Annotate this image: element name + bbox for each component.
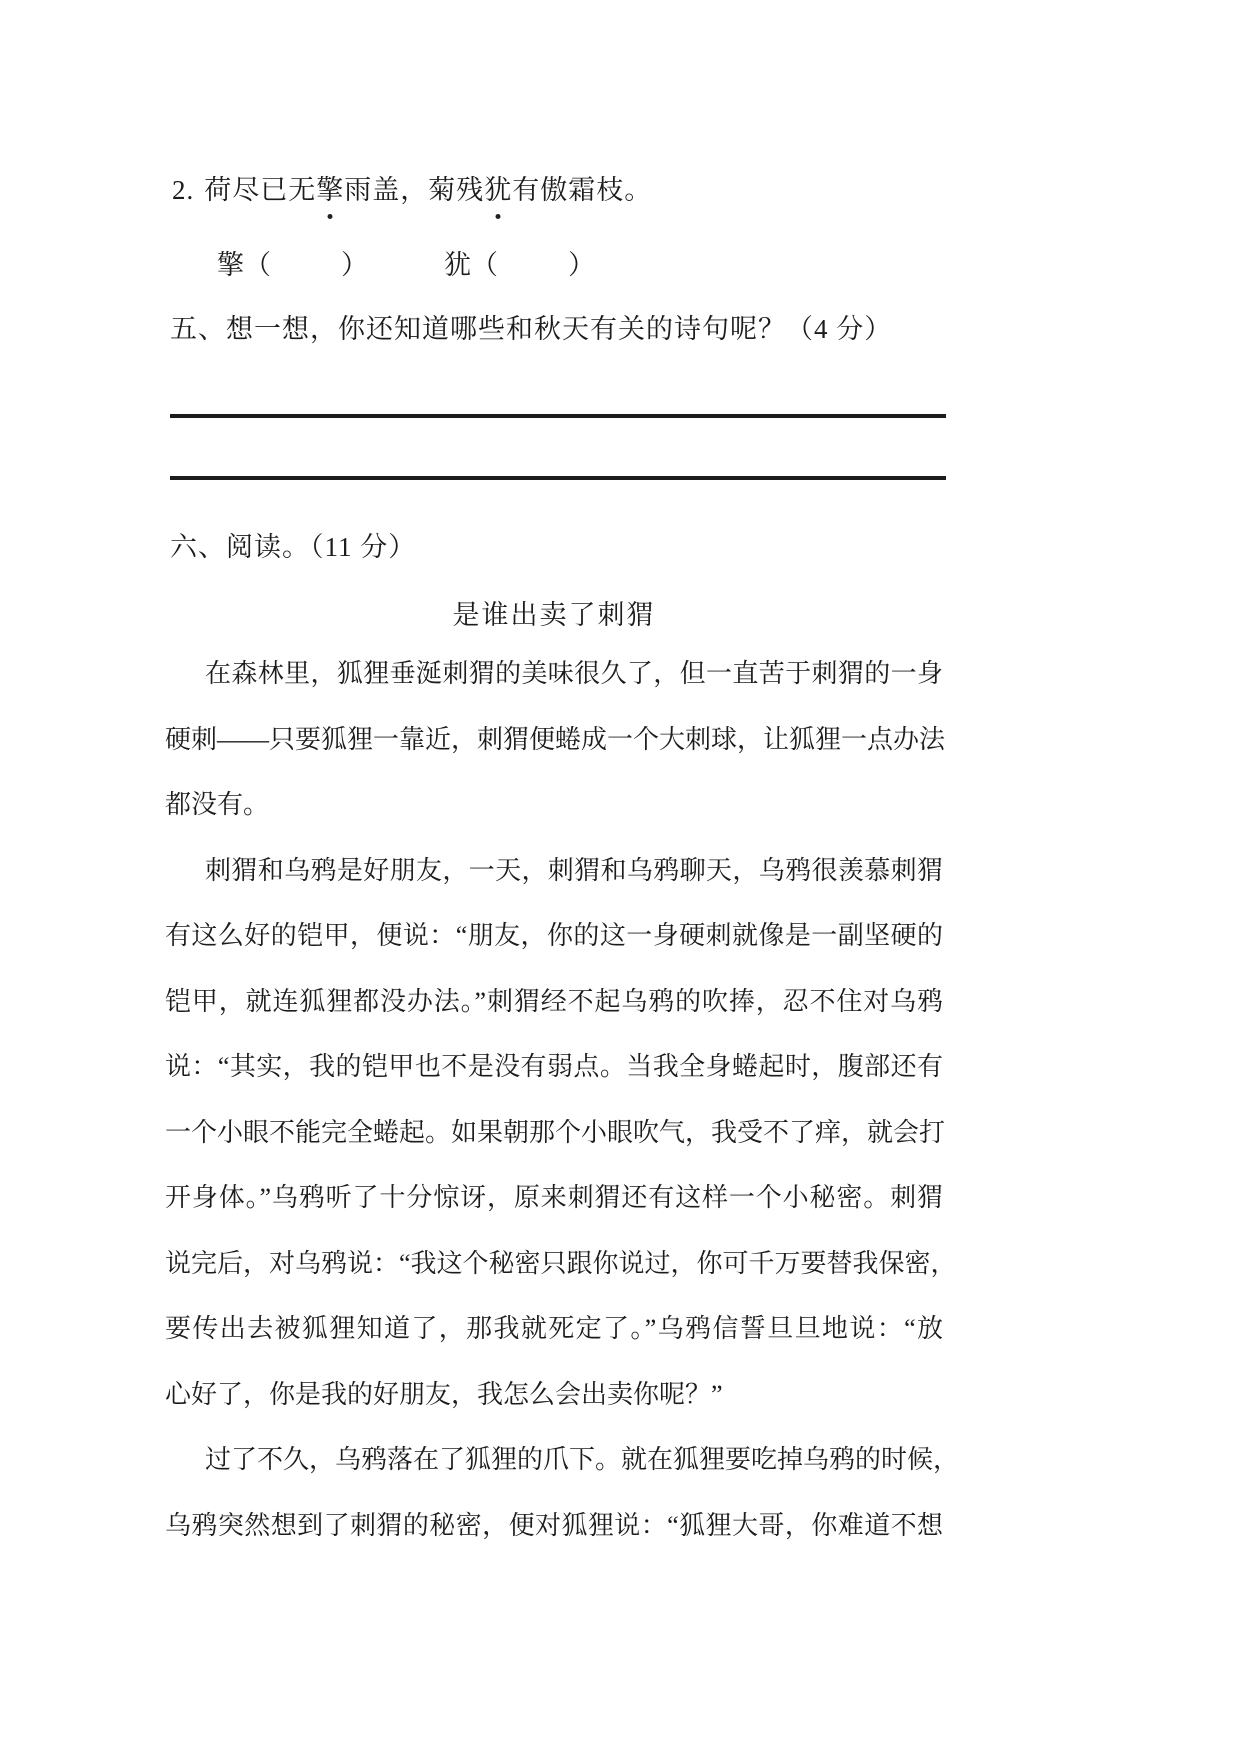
- reading-passage-title: 是谁出卖了刺猬: [452, 600, 656, 630]
- paren-close: ）: [341, 250, 368, 280]
- question-number: 2.: [172, 175, 195, 205]
- passage-line: 硬刺——只要狐狸一靠近，刺猬便蜷成一个大刺球，让狐狸一点办法: [165, 724, 946, 754]
- passage-line: 要传出去被狐狸知道了，那我就死定了。”乌鸦信誓旦旦地说：“放: [165, 1314, 943, 1343]
- poem-segment: 有傲霜枝。: [512, 175, 653, 205]
- passage-line: 在森林里，狐狸垂涎刺猬的美味很久了，但一直苦于刺猬的一身: [205, 659, 943, 688]
- paren-open: （: [471, 250, 498, 280]
- passage-line: 都没有。: [165, 790, 270, 819]
- passage-line: 心好了，你是我的好朋友，我怎么会出卖你呢？”: [165, 1379, 723, 1409]
- poem-segment: 雨盖，菊残: [344, 175, 485, 205]
- section-5-heading: 五、想一想，你还知道哪些和秋天有关的诗句呢？（4 分）: [170, 314, 893, 344]
- answer-writing-line: [170, 476, 946, 480]
- blank-word: 犹: [444, 250, 471, 280]
- passage-line: 说：“其实，我的铠甲也不是没有弱点。当我全身蜷起时，腹部还有: [165, 1052, 943, 1081]
- paren-close: ）: [568, 250, 595, 280]
- definition-blanks-row: [217, 243, 595, 287]
- emphasized-char: 擎: [316, 168, 344, 212]
- passage-line: 刺猬和乌鸦是好朋友，一天，刺猬和乌鸦聊天，乌鸦很羡慕刺猬: [205, 855, 943, 885]
- emphasized-char: 犹: [484, 168, 512, 212]
- poem-segment: 荷尽已无: [204, 175, 317, 205]
- passage-line: 开身体。”乌鸦听了十分惊讶，原来刺猬还有这样一个小秘密。刺猬: [165, 1183, 943, 1212]
- reading-passage: [165, 641, 960, 1558]
- passage-line: 说完后，对乌鸦说：“我这个秘密只跟你说过，你可千万要替我保密，: [165, 1248, 957, 1278]
- passage-line: 乌鸦突然想到了刺猬的秘密，便对狐狸说：“狐狸大哥，你难道不想: [165, 1510, 943, 1540]
- answer-writing-line: [170, 414, 946, 418]
- passage-line: 一个小眼不能完全蜷起。如果朝那个小眼吹气，我受不了痒，就会打: [165, 1117, 946, 1147]
- passage-line: 铠甲，就连狐狸都没办法。”刺猬经不起乌鸦的吹捧，忍不住对乌鸦: [165, 986, 943, 1016]
- paren-open: （: [244, 250, 271, 280]
- passage-line: 有这么好的铠甲，便说：“朋友，你的这一身硬刺就像是一副坚硬的: [165, 921, 943, 950]
- question-2-sentence: [172, 168, 652, 212]
- passage-line: 过了不久，乌鸦落在了狐狸的爪下。就在狐狸要吃掉乌鸦的时候，: [205, 1445, 960, 1474]
- blank-word: 擎: [217, 250, 244, 280]
- section-6-heading: 六、阅读。（11 分）: [170, 532, 417, 562]
